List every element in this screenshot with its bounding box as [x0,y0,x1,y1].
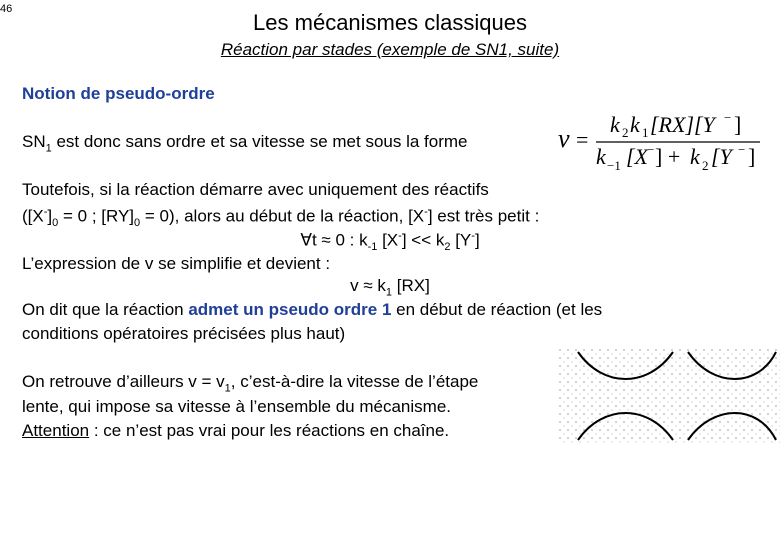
formula-num-k2-sub: 2 [622,125,629,140]
sn1-rest: est donc sans ordre et sa vitesse se met sous la forme [51,132,468,151]
retrouve-b: , c’est-à-dire la vitesse de l’étape [230,372,479,391]
formula-den-k-sub: −1 [607,158,621,173]
sn1-text: SN [22,132,46,151]
lente-line: lente, qui impose sa vitesse à l’ensemble du mécanisme. [22,397,451,416]
simplify-line: L’expression de v se simplifie et devient : [22,254,331,273]
forall-d: [Y [450,230,472,250]
page-title: Les mécanismes classiques [253,10,527,35]
forall-c: ] << k [401,230,445,250]
rate-equation [556,104,766,176]
cond-d: = 0), alors au début de la réaction, [X [140,206,425,226]
toutefois-line: Toutefois, si la réaction démarre avec uniquement des réactifs [22,180,489,199]
formula-den-k2-sub: 2 [702,158,709,173]
forall-b: [X [377,230,399,250]
formula-den-close: ] [748,144,756,169]
formula-v: v [558,124,570,153]
formula-den-y: [Y [711,144,732,169]
pseudo-b: en début de réaction (et les [391,300,603,319]
cond-a-sup: - [43,206,48,218]
forall-e: ] [474,230,480,250]
formula-den-x: [X [626,144,648,169]
decor-texture [558,348,780,444]
cond-b: ] [47,206,53,226]
formula-num-k1-sub: 1 [642,125,649,140]
approx-b: [RX] [392,276,430,295]
attention-line [22,421,449,441]
formula-num-close: ] [734,112,742,137]
retrouve-line [22,372,478,394]
formula-num-k1: k [630,112,640,137]
section-heading: Notion de pseudo-ordre [22,84,215,103]
cond-e: ] est très petit : [427,206,540,226]
cond-c: = 0 ; [RY] [58,206,135,226]
forall-c-sub: 2 [444,241,451,254]
formula-equals: = [576,127,589,152]
pseudo-a: On dit que la réaction [22,300,189,319]
sn1-subscript: 1 [45,142,52,155]
approx-a-sub: 1 [385,286,393,299]
forall-a-sub: -1 [367,241,378,254]
formula-num-minus: − [724,110,732,125]
attention-rest: : ce n’est pas vrai pour les réactions en chaîne. [89,421,450,440]
cond-a: ([X [22,206,44,226]
forall-a: ∀t ≈ 0 : k [300,230,368,250]
pseudo-order-line [22,300,602,320]
formula-den-k: k [596,144,606,169]
decorative-curves-graphic [558,348,780,444]
forall-line [0,230,780,253]
formula-num-rest: [RX][Y [650,112,715,137]
forall-b-sup: - [398,230,402,242]
page-subtitle: Réaction par stades (exemple de SN1, suite) [220,40,560,59]
formula-den-y-minus: − [738,142,746,157]
attention-label: Attention [22,421,90,440]
cond-b-sub: 0 [52,217,59,230]
retrouve-a-sub: 1 [224,382,231,395]
formula-num-k2: k [610,112,620,137]
cond-c-sub: 0 [134,217,141,230]
approx-line [0,276,780,298]
approx-a: v ≈ k [350,276,386,295]
retrouve-a: On retrouve d’ailleurs v = v [22,372,225,391]
formula-den-k2: k [690,144,700,169]
formula-den-mid: ] + [655,144,681,169]
forall-d-sup: - [471,230,475,242]
cond-d-sup: - [424,206,428,218]
pseudo-order-highlight: admet un pseudo ordre 1 [188,300,392,319]
condition-line [22,206,539,229]
page-number: 46 [0,3,13,15]
pseudo-order-line-2: conditions opératoires précisées plus haut) [22,324,346,343]
formula-den-x-minus: − [647,142,655,157]
sn1-sentence [22,132,468,154]
